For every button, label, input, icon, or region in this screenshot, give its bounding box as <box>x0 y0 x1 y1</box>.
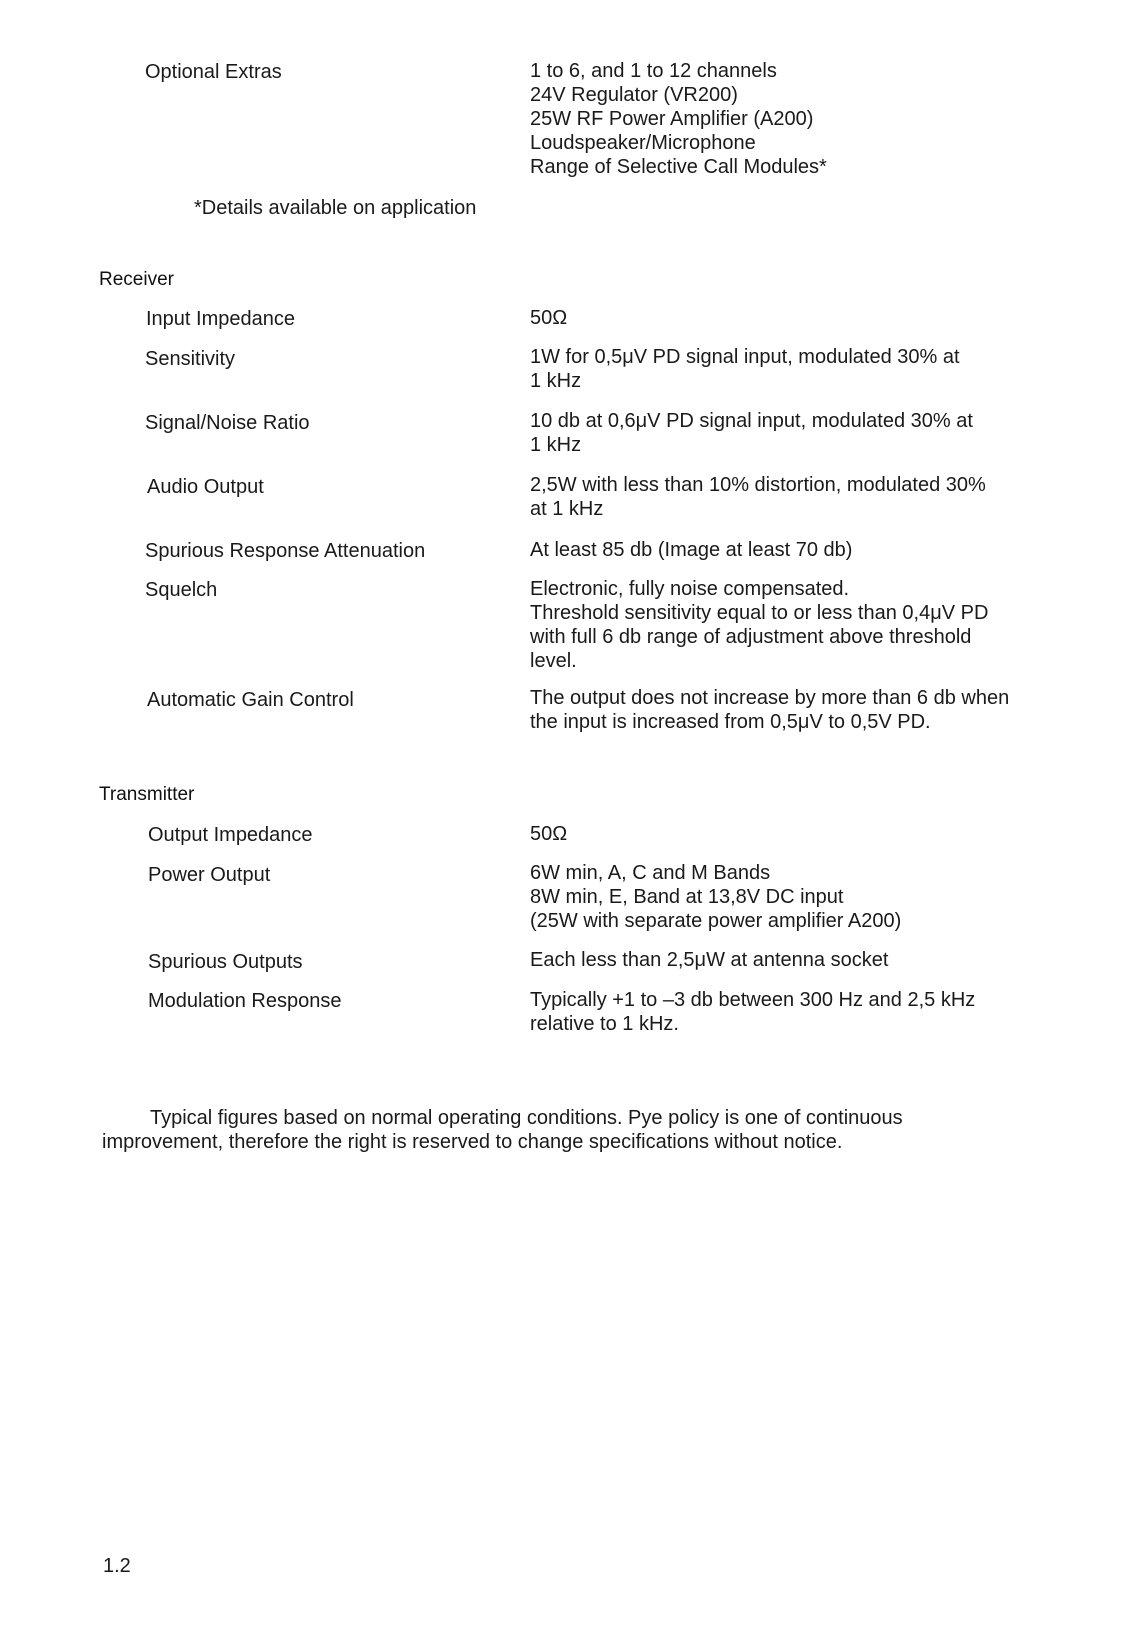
value-line: 1 kHz <box>530 434 582 456</box>
optional-extras-value <box>530 59 1050 179</box>
receiver-row-value <box>530 409 1050 457</box>
value-line: with full 6 db range of adjustment above threshold <box>530 626 972 648</box>
receiver-row-label: Automatic Gain Control <box>147 689 354 711</box>
receiver-row-label: Audio Output <box>147 476 264 498</box>
value-line: 1W for 0,5μV PD signal input, modulated 30% at <box>530 346 960 368</box>
value-line: Typically +1 to –3 db between 300 Hz and 2,5 kHz <box>530 989 976 1011</box>
value-line: Each less than 2,5μW at antenna socket <box>530 949 889 971</box>
value-line: 50Ω <box>530 823 568 845</box>
receiver-heading: Receiver <box>99 269 174 290</box>
value-line: 8W min, E, Band at 13,8V DC input <box>530 886 844 908</box>
receiver-row-label: Input Impedance <box>146 308 295 330</box>
optional-extras-footnote: *Details available on application <box>194 197 477 219</box>
note-line: improvement, therefore the right is reserved to change specifications without notice. <box>102 1131 843 1153</box>
value-line: the input is increased from 0,5μV to 0,5V PD. <box>530 711 931 733</box>
receiver-row-value <box>530 538 1050 562</box>
receiver-row-label: Sensitivity <box>145 348 236 370</box>
optional-extras-line: Range of Selective Call Modules* <box>530 156 827 178</box>
receiver-row-value <box>530 345 1050 393</box>
specification-note <box>102 1106 982 1154</box>
transmitter-row-label: Spurious Outputs <box>148 951 303 973</box>
value-line: at 1 kHz <box>530 498 604 520</box>
receiver-row-value <box>530 686 1050 734</box>
value-line: level. <box>530 650 577 672</box>
transmitter-row-value <box>530 948 1050 972</box>
transmitter-row-value <box>530 988 1050 1036</box>
value-line: 1 kHz <box>530 370 582 392</box>
value-line: 10 db at 0,6μV PD signal input, modulated 30% at <box>530 410 973 432</box>
value-line: (25W with separate power amplifier A200) <box>530 910 902 932</box>
receiver-row-value <box>530 577 1050 673</box>
receiver-row-value <box>530 473 1050 521</box>
optional-extras-line: 24V Regulator (VR200) <box>530 84 738 106</box>
optional-extras-label: Optional Extras <box>145 61 282 83</box>
page-number: 1.2 <box>103 1555 131 1577</box>
receiver-row-label: Squelch <box>145 579 218 601</box>
optional-extras-line: 1 to 6, and 1 to 12 channels <box>530 60 777 82</box>
value-line: Threshold sensitivity equal to or less than 0,4μV PD <box>530 602 989 624</box>
optional-extras-line: 25W RF Power Amplifier (A200) <box>530 108 814 130</box>
value-line: At least 85 db (Image at least 70 db) <box>530 539 853 561</box>
transmitter-row-label: Modulation Response <box>148 990 342 1012</box>
value-line: The output does not increase by more than 6 db when <box>530 687 1010 709</box>
optional-extras-line: Loudspeaker/Microphone <box>530 132 756 154</box>
transmitter-heading: Transmitter <box>99 784 195 805</box>
transmitter-row-label: Power Output <box>148 864 271 886</box>
receiver-row-label: Signal/Noise Ratio <box>145 412 310 434</box>
value-line: 50Ω <box>530 307 568 329</box>
transmitter-row-value <box>530 822 1050 846</box>
note-line: Typical figures based on normal operating conditions. Pye policy is one of continuous <box>150 1107 903 1129</box>
value-line: 2,5W with less than 10% distortion, modulated 30% <box>530 474 986 496</box>
receiver-row-value <box>530 306 1050 330</box>
value-line: relative to 1 kHz. <box>530 1013 679 1035</box>
transmitter-row-label: Output Impedance <box>148 824 313 846</box>
value-line: 6W min, A, C and M Bands <box>530 862 771 884</box>
receiver-row-label: Spurious Response Attenuation <box>145 540 426 562</box>
transmitter-row-value <box>530 861 1050 933</box>
value-line: Electronic, fully noise compensated. <box>530 578 850 600</box>
